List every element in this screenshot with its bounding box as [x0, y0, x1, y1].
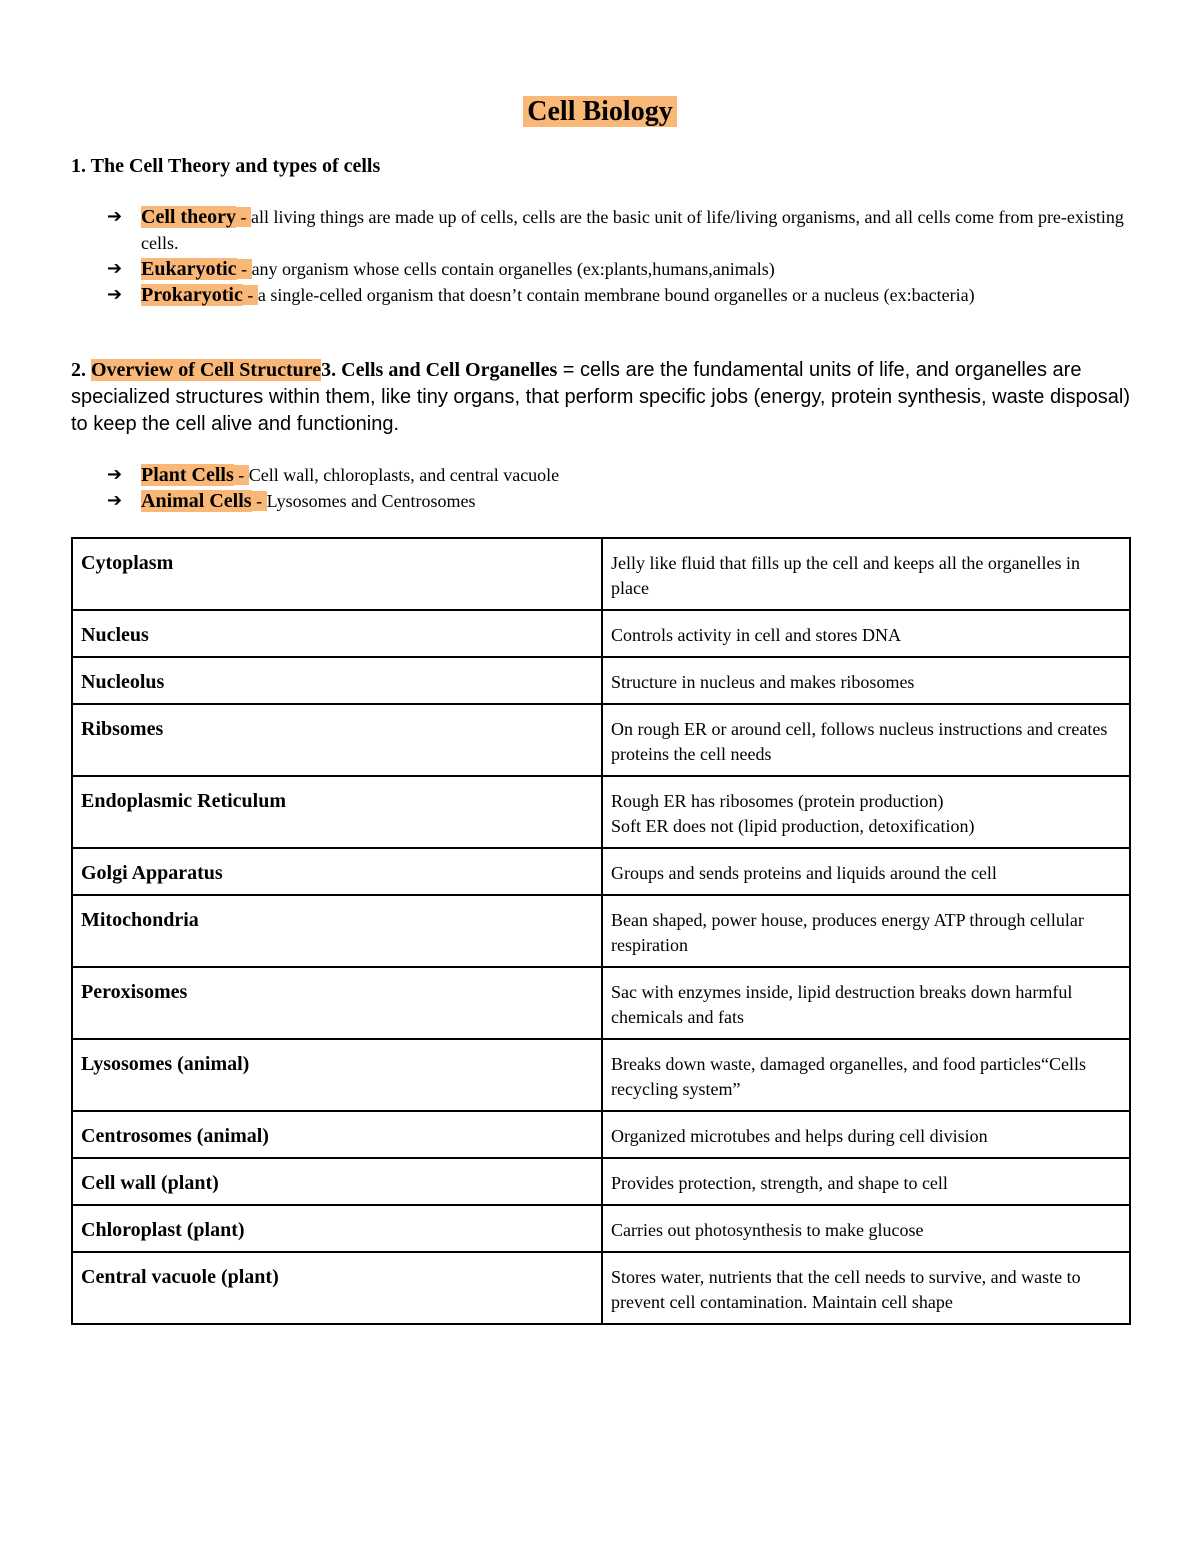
bullet-item [107, 256, 1127, 282]
arrow-bullet-icon: ➔ [107, 284, 123, 305]
table-row [72, 610, 1130, 657]
organelle-description-cell [602, 704, 1130, 776]
organelle-name-cell: Central vacuole (plant) [72, 1252, 602, 1324]
organelle-name-cell: Golgi Apparatus [72, 848, 602, 895]
description-line: Rough ER has ribosomes (protein production) [611, 791, 944, 811]
organelle-name-cell: Cytoplasm [72, 538, 602, 610]
bullet-term: Eukaryotic [141, 258, 237, 280]
arrow-bullet-icon: ➔ [107, 464, 123, 485]
organelle-table [71, 537, 1131, 1325]
organelle-name-cell: Chloroplast (plant) [72, 1205, 602, 1252]
table-row [72, 657, 1130, 704]
organelle-name-cell: Centrosomes (animal) [72, 1111, 602, 1158]
organelle-name-cell: Ribsomes [72, 704, 602, 776]
table-row [72, 538, 1130, 610]
organelle-description-cell [602, 848, 1130, 895]
organelle-name-cell: Nucleolus [72, 657, 602, 704]
organelle-name-cell: Nucleus [72, 610, 602, 657]
description-line: On rough ER or around cell, follows nucleus instructions and creates proteins the cell needs [611, 719, 1108, 764]
table-row [72, 1111, 1130, 1158]
table-row [72, 1252, 1130, 1324]
table-row [72, 848, 1130, 895]
description-line: Organized microtubes and helps during cell division [611, 1126, 988, 1146]
organelle-description-cell [602, 538, 1130, 610]
description-line: Bean shaped, power house, produces energy ATP through cellular respiration [611, 910, 1084, 955]
description-line: Provides protection, strength, and shape to cell [611, 1173, 948, 1193]
table-row [72, 704, 1130, 776]
bullet-text: Cell wall, chloroplasts, and central vacuole [248, 465, 560, 485]
section-1-heading: 1. The Cell Theory and types of cells [71, 155, 381, 177]
organelle-table-body [72, 538, 1130, 1324]
bullet-text: Lysosomes and Centrosomes [266, 491, 476, 511]
bullet-term: Cell theory [141, 206, 236, 228]
organelle-description-cell [602, 1039, 1130, 1111]
bullet-item [107, 204, 1127, 256]
section-1-bullet-list [107, 204, 1127, 308]
title-text: Cell Biology [523, 96, 676, 127]
bullet-text: a single-celled organism that doesn’t contain membrane bound organelles or a nucleus (ex:bacteria) [257, 285, 975, 305]
organelle-name-cell: Endoplasmic Reticulum [72, 776, 602, 848]
bullet-separator: - [251, 491, 267, 511]
organelle-description-cell [602, 657, 1130, 704]
table-row [72, 895, 1130, 967]
description-line: Stores water, nutrients that the cell needs to survive, and waste to prevent cell contamination. Maintain cell shape [611, 1267, 1081, 1312]
bullet-term: Prokaryotic [141, 284, 243, 306]
section-2-bullet-list [107, 462, 1127, 514]
organelle-description-cell [602, 1252, 1130, 1324]
section-2-body-text: = cells are the fundamental units of life, and organelles are specialized structures within them, like tiny organs, that perform specific jobs (energy, protein synthesis, waste disposal) to keep the cell alive and functioning. [71, 359, 1130, 435]
description-line: Controls activity in cell and stores DNA [611, 625, 901, 645]
organelle-description-cell [602, 1111, 1130, 1158]
section-3-heading: 3. Cells and Cell Organelles [321, 359, 558, 381]
bullet-term: Animal Cells [141, 490, 252, 512]
organelle-name-cell: Peroxisomes [72, 967, 602, 1039]
description-line: Structure in nucleus and makes ribosomes [611, 672, 915, 692]
table-row [72, 776, 1130, 848]
table-row [72, 1039, 1130, 1111]
description-line: Sac with enzymes inside, lipid destruction breaks down harmful chemicals and fats [611, 982, 1073, 1027]
section-2-paragraph [71, 357, 1131, 438]
organelle-name-cell: Lysosomes (animal) [72, 1039, 602, 1111]
arrow-bullet-icon: ➔ [107, 206, 123, 227]
bullet-separator: - [236, 259, 252, 279]
description-line: Carries out photosynthesis to make glucose [611, 1220, 924, 1240]
organelle-description-cell [602, 895, 1130, 967]
table-row [72, 1158, 1130, 1205]
description-line: Breaks down waste, damaged organelles, and food particles“Cells recycling system” [611, 1054, 1087, 1099]
table-row [72, 967, 1130, 1039]
section-2-heading: Overview of Cell Structure [91, 359, 322, 381]
description-line: Groups and sends proteins and liquids around the cell [611, 863, 997, 883]
description-line: Jelly like fluid that fills up the cell and keeps all the organelles in place [611, 553, 1081, 598]
organelle-description-cell [602, 1158, 1130, 1205]
table-row [72, 1205, 1130, 1252]
bullet-item [107, 462, 1127, 488]
organelle-name-cell: Cell wall (plant) [72, 1158, 602, 1205]
description-line: Soft ER does not (lipid production, detoxification) [611, 816, 975, 836]
bullet-text: all living things are made up of cells, cells are the basic unit of life/living organisms, and all cells come from pre-existing cells. [141, 207, 1124, 253]
bullet-separator: - [235, 207, 251, 227]
arrow-bullet-icon: ➔ [107, 258, 123, 279]
bullet-item [107, 488, 1127, 514]
page-title [0, 92, 1200, 132]
bullet-separator: - [242, 285, 258, 305]
organelle-description-cell [602, 967, 1130, 1039]
section-2-number: 2. [71, 359, 91, 381]
organelle-description-cell [602, 610, 1130, 657]
bullet-text: any organism whose cells contain organelles (ex:plants,humans,animals) [251, 259, 775, 279]
bullet-term: Plant Cells [141, 464, 234, 486]
bullet-item [107, 282, 1127, 308]
organelle-description-cell [602, 776, 1130, 848]
arrow-bullet-icon: ➔ [107, 490, 123, 511]
bullet-separator: - [233, 465, 249, 485]
organelle-name-cell: Mitochondria [72, 895, 602, 967]
organelle-description-cell [602, 1205, 1130, 1252]
